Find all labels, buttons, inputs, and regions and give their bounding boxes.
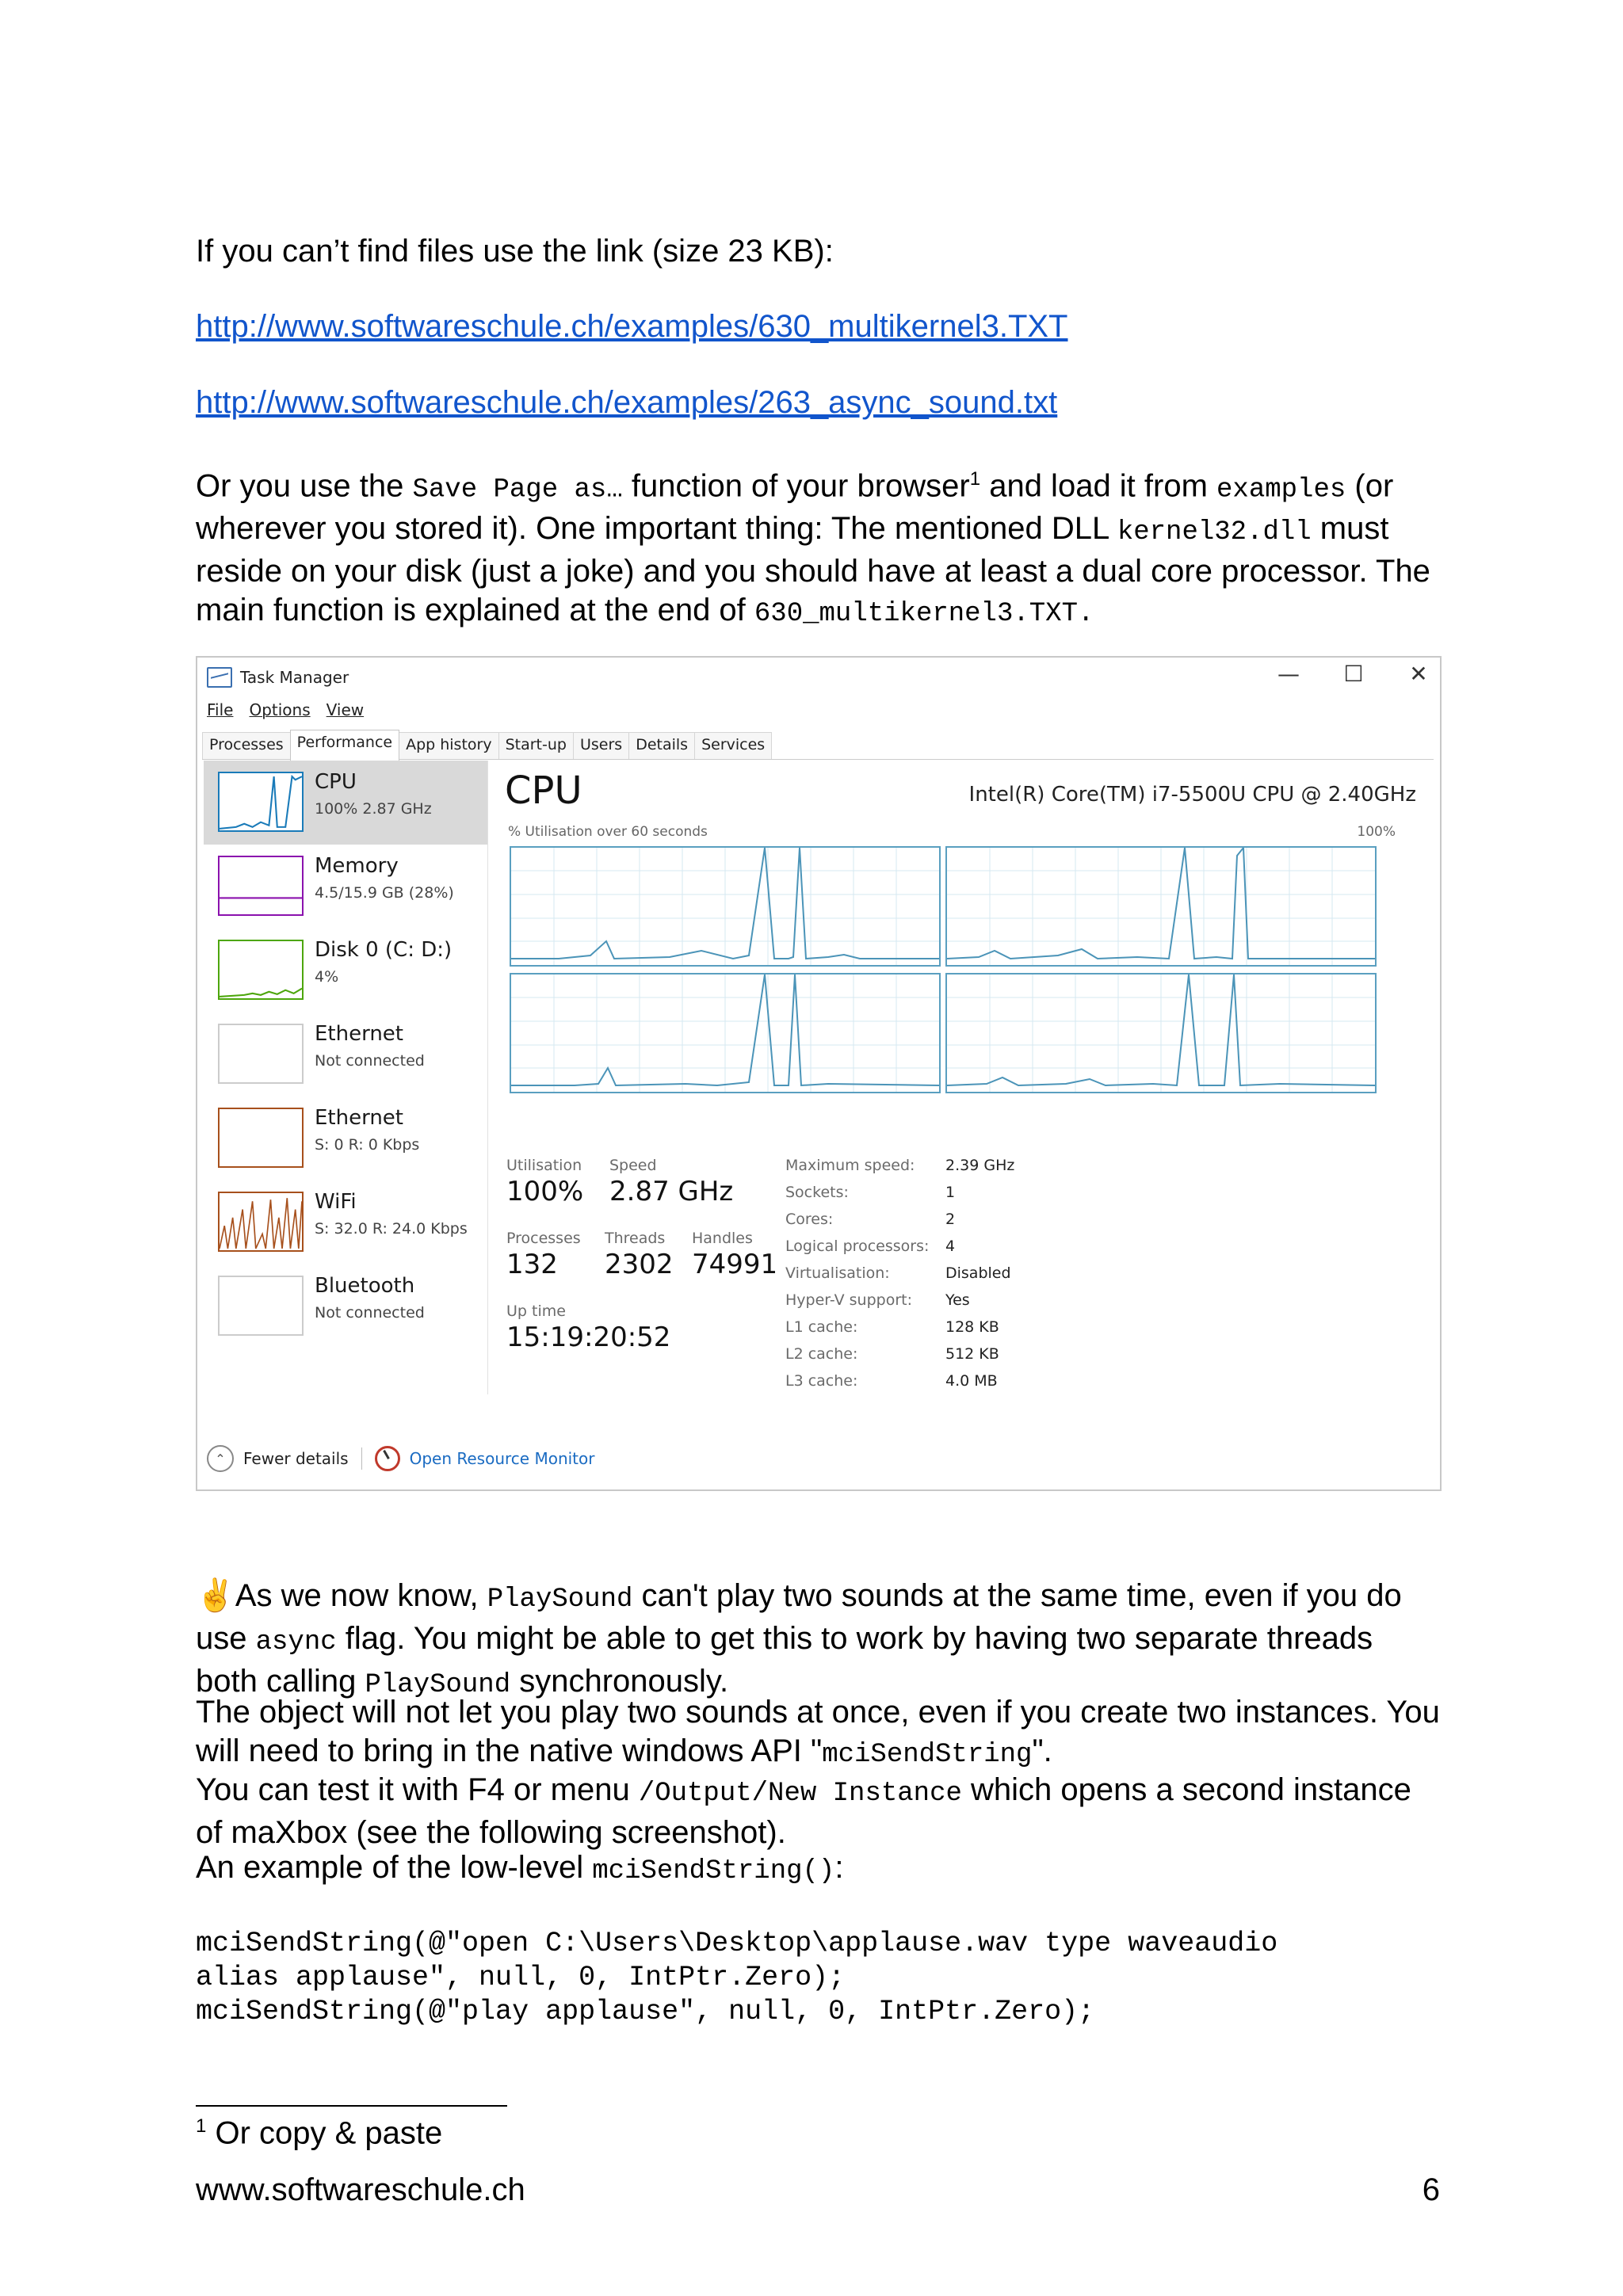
paragraph-example: An example of the low-level mciSendString(): bbox=[196, 1850, 844, 1886]
fewer-details-button[interactable]: Fewer details bbox=[243, 1449, 349, 1468]
task-manager-screenshot bbox=[196, 656, 1442, 1491]
bluetooth-thumbnail bbox=[218, 1276, 304, 1336]
graph-label: % Utilisation over 60 seconds bbox=[508, 824, 708, 840]
tm-menubar bbox=[207, 700, 364, 719]
resource-monitor-icon[interactable] bbox=[375, 1446, 400, 1471]
cpu-model: Intel(R) Core(TM) i7-5500U CPU @ 2.40GHz bbox=[968, 783, 1416, 807]
code-async: async bbox=[255, 1627, 337, 1657]
code-examples: examples bbox=[1216, 475, 1346, 505]
code-mcisendstring-call: mciSendString() bbox=[592, 1856, 835, 1886]
divider bbox=[361, 1447, 362, 1470]
tm-titlebar bbox=[207, 666, 349, 689]
paragraph-object: The object will not let you play two sounds at once, even if you create two instances. You will need to bring in the native windows API "mciSendString". bbox=[196, 1695, 1440, 1770]
tab-details[interactable]: Details bbox=[628, 732, 695, 759]
open-resource-monitor-link[interactable]: Open Resource Monitor bbox=[409, 1449, 595, 1468]
maximize-icon[interactable]: ☐ bbox=[1343, 661, 1364, 687]
code-filename: 630_multikernel3.TXT. bbox=[754, 599, 1094, 630]
tab-app-history[interactable]: App history bbox=[399, 732, 499, 759]
tm-window-controls bbox=[1277, 661, 1430, 687]
menu-options[interactable]: Options bbox=[249, 700, 311, 719]
victory-hand-icon: ✌ bbox=[196, 1578, 235, 1613]
code-mcisendstring: mciSendString bbox=[822, 1740, 1033, 1770]
code-save-page-as: Save Page as… bbox=[412, 475, 623, 505]
sidebar-item-disk[interactable]: Disk 0 (C: D:) 4% bbox=[204, 929, 487, 1013]
chevron-up-icon[interactable]: ⌃ bbox=[207, 1445, 234, 1472]
code-line-3: mciSendString(@"play applause", null, 0, IntPtr.Zero); bbox=[196, 1996, 1095, 2027]
code-menu-path: /Output/New Instance bbox=[638, 1779, 962, 1809]
code-playsound: PlaySound bbox=[487, 1585, 633, 1615]
link-multikernel[interactable]: http://www.softwareschule.ch/examples/630_multikernel3.TXT bbox=[196, 309, 1068, 344]
page-number: 6 bbox=[1422, 2172, 1440, 2207]
uptime-value: 15:19:20:52 bbox=[506, 1322, 671, 1353]
processes-value: 132 bbox=[506, 1249, 558, 1280]
ethernet-thumbnail bbox=[218, 1024, 304, 1084]
menu-file[interactable]: File bbox=[207, 700, 234, 719]
wifi-thumbnail bbox=[218, 1192, 304, 1252]
sidebar-item-wifi[interactable]: WiFi S: 32.0 R: 24.0 Kbps bbox=[204, 1180, 487, 1264]
paragraph-f4: You can test it with F4 or menu /Output/New Instance which opens a second instance of maXbox (see the following screenshot). bbox=[196, 1772, 1411, 1850]
graph-max: 100% bbox=[1357, 824, 1396, 840]
close-icon[interactable]: ✕ bbox=[1409, 661, 1428, 687]
sidebar-item-bluetooth[interactable]: Bluetooth Not connected bbox=[204, 1264, 487, 1348]
ethernet-thumbnail bbox=[218, 1108, 304, 1168]
utilisation-value: 100% bbox=[506, 1176, 584, 1207]
disk-thumbnail bbox=[218, 940, 304, 1000]
footnote-ref[interactable]: 1 bbox=[969, 468, 981, 490]
threads-value: 2302 bbox=[605, 1249, 674, 1280]
tab-performance[interactable]: Performance bbox=[290, 730, 399, 761]
handles-value: 74991 bbox=[692, 1249, 778, 1280]
paragraph-save-page: Or you use the Save Page as… function of your browser$^1$ and load it from examples (or wherever you stored it). One important thing: The mentioned DLL kernel32.dll must reside on your disk (just a joke) and you should have at least a dual core processor. The main function is explained at the end of 630_multikernel3.TXT. bbox=[196, 468, 1430, 630]
tm-window-title: Task Manager bbox=[240, 668, 349, 687]
speed-value: 2.87 GHz bbox=[609, 1176, 734, 1207]
code-line-1: mciSendString(@"open C:\Users\Desktop\applause.wav type waveaudio bbox=[196, 1928, 1278, 1959]
footer-site: www.softwareschule.ch bbox=[196, 2172, 525, 2207]
footnote: $^1$ Or copy & paste bbox=[196, 2115, 443, 2151]
tm-footer bbox=[207, 1445, 594, 1472]
link-async-sound[interactable]: http://www.softwareschule.ch/examples/263_async_sound.txt bbox=[196, 385, 1058, 420]
paragraph-playsound: ✌As we now know, PlaySound can't play two sounds at the same time, even if you do use async flag. You might be able to get this to work by having two separate threads both calling PlaySound synchronously. bbox=[196, 1578, 1402, 1700]
cpu-graph-core-2 bbox=[510, 973, 941, 1093]
task-manager-icon bbox=[207, 667, 232, 688]
sidebar-item-cpu[interactable]: CPU 100% 2.87 GHz bbox=[204, 761, 487, 845]
tm-tabs bbox=[202, 732, 1434, 760]
tab-services[interactable]: Services bbox=[694, 732, 772, 759]
footnote-divider bbox=[196, 2105, 507, 2107]
cpu-graph-core-0 bbox=[510, 846, 941, 967]
sidebar-item-ethernet-2[interactable]: Ethernet S: 0 R: 0 Kbps bbox=[204, 1097, 487, 1180]
code-kernel32: kernel32.dll bbox=[1117, 517, 1312, 548]
memory-thumbnail bbox=[218, 856, 304, 916]
cpu-heading: CPU bbox=[505, 769, 582, 813]
cpu-graph-core-3 bbox=[945, 973, 1377, 1093]
tab-processes[interactable]: Processes bbox=[202, 732, 291, 759]
intro-text: If you can’t find files use the link (size 23 KB): bbox=[196, 234, 834, 269]
tab-users[interactable]: Users bbox=[573, 732, 629, 759]
sidebar-item-memory[interactable]: Memory 4.5/15.9 GB (28%) bbox=[204, 845, 487, 929]
cpu-thumbnail bbox=[218, 772, 304, 832]
sidebar-item-ethernet-1[interactable]: Ethernet Not connected bbox=[204, 1013, 487, 1097]
code-playsound-2: PlaySound bbox=[365, 1670, 511, 1700]
cpu-graph-core-1 bbox=[945, 846, 1377, 967]
menu-view[interactable]: View bbox=[326, 700, 365, 719]
code-line-2: alias applause", null, 0, IntPtr.Zero); bbox=[196, 1962, 846, 1993]
tm-cpu-panel: CPU Intel(R) Core(TM) i7-5500U CPU @ 2.40GHz % Utilisation over 60 seconds 100% Utilisation 100% Speed 2.87 GHz Processes 132 Threads 2302 Handles 74991 Up time 15:19:20:52 Maximum speed: 2.39 GHz Sockets: 1 Cores: 2 Logical processors: 4 Virtualisation: Disabled Hyper-V support: Yes L1 cache: 128 KB L2 cache: 512 KB L3 cache: 4.0 MB bbox=[505, 769, 1416, 1390]
tm-sidebar bbox=[200, 761, 488, 1394]
tab-start-up[interactable]: Start-up bbox=[498, 732, 574, 759]
minimize-icon[interactable]: — bbox=[1277, 661, 1300, 687]
